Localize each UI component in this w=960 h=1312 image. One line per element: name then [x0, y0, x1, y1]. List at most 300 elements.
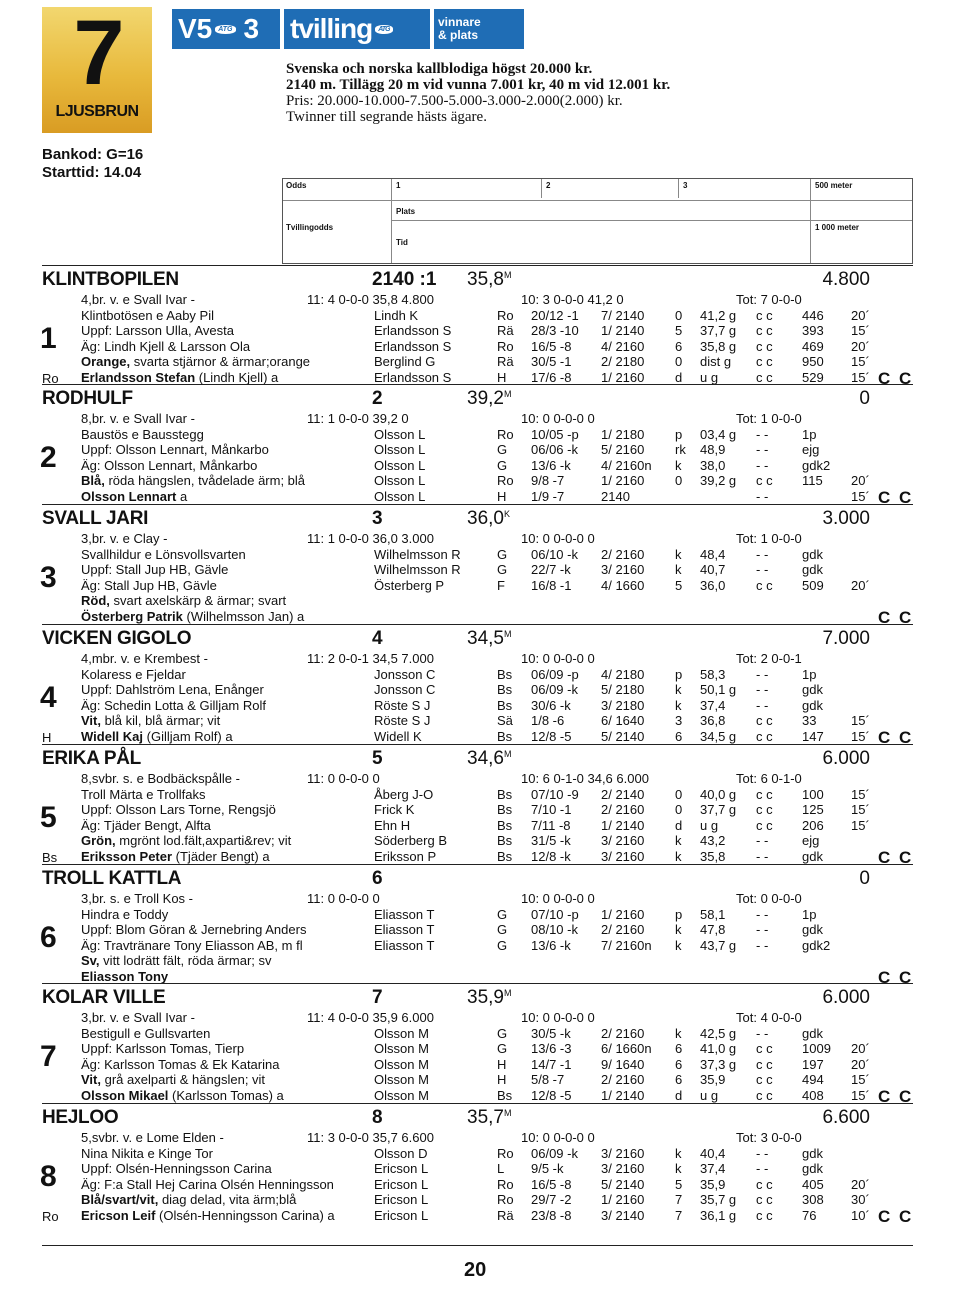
shoe-code: Ro	[42, 1209, 59, 1224]
start-cell: 06/09 -k	[531, 1145, 578, 1161]
start-cell: 147	[802, 728, 824, 744]
start-cell: - -	[756, 682, 769, 697]
colors-main: Blå/svart/vit,	[81, 1192, 159, 1207]
start-cell: 405	[802, 1176, 824, 1192]
start-row	[0, 938, 960, 953]
start-cell: 06/06 -k	[531, 442, 578, 457]
horse-summary-row	[0, 292, 960, 307]
start-cell: 1/ 2140	[601, 1087, 645, 1103]
horse-name: KOLAR VILLE	[42, 987, 166, 1008]
start-cell: 5	[675, 577, 683, 593]
start-cell: 43,7 g	[700, 937, 737, 953]
driver-name: Ericson Leif	[81, 1207, 156, 1223]
start-cell: 20´	[851, 1176, 870, 1192]
record-type: M	[503, 270, 512, 280]
start-cell: 41,0 g	[700, 1041, 737, 1056]
start-cell: 5/8 -7	[531, 1072, 565, 1087]
start-cell: 03,4 g	[700, 426, 737, 442]
start-cell: 2/ 2160	[601, 922, 645, 937]
pedigree: 5,svbr. v. e Lome Elden -	[81, 1130, 224, 1145]
horse-owner: Äg: Stall Jup HB, Gävle	[81, 577, 217, 593]
start-row	[0, 1177, 960, 1192]
record-type: K	[503, 509, 510, 519]
race-prizes: Pris: 20.000-10.000-7.500-5.000-3.000-2.000(2.000) kr.	[286, 93, 623, 109]
start-cell: Bs	[497, 666, 513, 682]
start-cell: 36,1 g	[700, 1207, 737, 1223]
start-cell: 5/ 2160	[601, 442, 645, 457]
horse-dam: Nina Nikita e Kinge Tor	[81, 1145, 213, 1161]
start-cell: gdk	[802, 546, 823, 562]
shoe-code: Ro	[42, 371, 59, 386]
start-cell: 15´	[851, 728, 870, 744]
start-cell: 31/5 -k	[531, 833, 571, 848]
start-row	[0, 562, 960, 577]
start-cell: 1/8 -6	[531, 713, 565, 728]
tid-label: Tid	[396, 238, 408, 247]
start-cell: gdk	[802, 562, 823, 577]
record-type: M	[503, 1108, 512, 1118]
v3-label: 3	[243, 13, 260, 44]
colors-main: Vit,	[81, 713, 101, 728]
start-cell: 1/9 -7	[531, 488, 565, 504]
start-cell: Söderberg B	[374, 833, 447, 848]
start-cell: 23/8 -8	[531, 1207, 572, 1223]
horse-record	[467, 269, 511, 291]
horse-divider	[42, 744, 913, 745]
start-cell: 6/ 1660n	[601, 1041, 652, 1056]
start-cell: G	[497, 906, 508, 922]
start-row	[0, 547, 960, 562]
start-cell: Olsson L	[374, 457, 426, 473]
horse-divider	[42, 384, 913, 385]
pedigree: 8,br. v. e Svall Ivar -	[81, 411, 195, 426]
start-cell: Rä	[497, 323, 514, 338]
start-cell: H	[497, 1056, 507, 1072]
shoe-code: H	[42, 730, 52, 745]
start-cell: - -	[756, 666, 769, 682]
start-cell: Ehn H	[374, 817, 411, 833]
horse-earnings: 6.000	[822, 748, 870, 769]
start-cell: 7/ 2140	[601, 307, 645, 323]
start-cell: Österberg P	[374, 577, 445, 593]
start-cell: 34,5 g	[700, 728, 737, 744]
start-cell: Olsson D	[374, 1145, 428, 1161]
record-value: 34,5	[467, 628, 504, 649]
next-race-marker: C C	[878, 848, 914, 867]
start-cell: 408	[802, 1087, 824, 1103]
horse-name: RODHULF	[42, 388, 133, 409]
horse-divider	[42, 624, 913, 625]
record-value: 35,8	[467, 269, 504, 290]
odds-box	[282, 178, 913, 264]
start-cell: c c	[756, 1056, 773, 1072]
start-cell: c c	[756, 369, 773, 385]
start-cell: G	[497, 1041, 508, 1056]
start-cell: 0	[675, 354, 683, 369]
start-position: 2	[40, 441, 57, 474]
colors-main: Grön,	[81, 833, 116, 848]
colors-rest: röda hängslen, tvådelade ärm; blå	[104, 473, 306, 488]
horse-divider	[42, 983, 913, 984]
start-cell: 1/ 2160	[601, 1192, 645, 1207]
start-cell: Erlandsson S	[374, 338, 452, 354]
horse-start-number: 7	[372, 987, 383, 1008]
start-cell: 0	[675, 473, 683, 488]
stats-total: Tot: 1 0-0-0	[736, 411, 802, 426]
start-cell: Jonsson C	[374, 682, 436, 697]
start-cell: 5	[675, 1176, 683, 1192]
horse-divider	[42, 864, 913, 865]
record-value: 35,9	[467, 987, 504, 1008]
start-position: 4	[40, 681, 57, 714]
stats-year-10: 10: 0 0-0-0 0	[521, 1010, 595, 1025]
stats-year-10: 10: 0 0-0-0 0	[521, 891, 595, 906]
start-cell: - -	[756, 922, 769, 937]
trainer-info: (Lindh Kjell) a	[195, 369, 279, 385]
atg-logo-icon: ATG	[375, 25, 392, 34]
start-cell: 206	[802, 817, 824, 833]
driver-name: Widell Kaj	[81, 728, 144, 744]
horse-dam: Svallhildur e Lönsvollsvarten	[81, 546, 246, 562]
start-row	[0, 713, 960, 728]
record-value: 35,7	[467, 1107, 504, 1128]
start-cell: 3/ 2160	[601, 1161, 645, 1176]
start-cell: c c	[756, 1192, 773, 1207]
start-cell: 3/ 2160	[601, 562, 645, 577]
start-cell: L	[497, 1161, 505, 1176]
start-cell: - -	[756, 426, 769, 442]
start-cell: 469	[802, 338, 824, 354]
next-race-marker: C C	[878, 728, 914, 747]
start-cell: 509	[802, 577, 824, 593]
start-row	[0, 729, 960, 744]
horse-name: VICKEN GIGOLO	[42, 628, 192, 649]
start-cell: - -	[756, 1025, 769, 1041]
start-cell: Olsson M	[374, 1025, 429, 1041]
stats-year-10: 10: 3 0-0-0 41,2 0	[521, 292, 624, 307]
start-cell: 36,0	[700, 577, 726, 593]
start-cell: c c	[756, 713, 773, 728]
start-cell: 22/7 -k	[531, 562, 571, 577]
colors-rest: svarta stjärnor & ärmar;orange	[130, 354, 311, 369]
start-cell: 1p	[802, 426, 817, 442]
start-cell: d	[675, 369, 683, 385]
start-row	[0, 442, 960, 457]
start-position: 8	[40, 1160, 57, 1193]
start-cell: k	[675, 922, 682, 937]
start-cell: dist g	[700, 354, 732, 369]
start-cell: 9/5 -k	[531, 1161, 564, 1176]
start-cell: k	[675, 833, 682, 848]
start-cell: 9/ 1640	[601, 1056, 645, 1072]
start-cell: 35,9	[700, 1176, 726, 1192]
start-cell: 06/09 -k	[531, 682, 578, 697]
start-row	[0, 458, 960, 473]
start-cell: k	[675, 457, 682, 473]
start-cell: p	[675, 426, 683, 442]
start-position: 1	[40, 322, 57, 355]
horse-summary-row	[0, 771, 960, 786]
start-cell: 3	[675, 713, 683, 728]
bottom-divider	[42, 1245, 913, 1246]
start-cell: 1/ 2140	[601, 323, 645, 338]
horse-summary-row	[0, 651, 960, 666]
start-cell: Röste S J	[374, 697, 431, 713]
horse-start-number: 8	[372, 1107, 383, 1128]
v5-logo	[172, 9, 280, 49]
start-cell: gdk2	[802, 457, 831, 473]
start-cell: 08/10 -k	[531, 922, 578, 937]
horse-breeder: Uppf: Olsén-Henningsson Carina	[81, 1161, 272, 1176]
start-cell: G	[497, 937, 508, 953]
start-row	[0, 308, 960, 323]
start-cell: 197	[802, 1056, 824, 1072]
start-cell: 10/05 -p	[531, 426, 579, 442]
tvilling-logo	[284, 9, 430, 49]
horse-record	[467, 987, 511, 1009]
start-cell: Wilhelmsson R	[374, 546, 461, 562]
start-cell: 07/10 -p	[531, 906, 579, 922]
trainer-info: (Tjäder Bengt) a	[172, 848, 270, 864]
start-cell: Jonsson C	[374, 666, 436, 682]
start-cell: 16/8 -1	[531, 577, 572, 593]
start-cell: 20/12 -1	[531, 307, 579, 323]
start-row	[0, 698, 960, 713]
start-cell: 76	[802, 1207, 817, 1223]
start-cell: 43,2	[700, 833, 726, 848]
start-cell: 41,2 g	[700, 307, 737, 323]
start-cell: 39,2 g	[700, 473, 737, 488]
start-cell: Widell K	[374, 728, 422, 744]
start-cell: Bs	[497, 848, 513, 864]
start-cell: c c	[756, 323, 773, 338]
colors-rest: blå kil, blå ärmar; vit	[101, 713, 221, 728]
start-cell: Ro	[497, 1145, 514, 1161]
start-row	[0, 1026, 960, 1041]
horse-dam: Troll Märta e Trollfaks	[81, 786, 206, 802]
start-cell: k	[675, 697, 682, 713]
start-row	[0, 818, 960, 833]
race-info	[286, 61, 670, 125]
start-cell: 40,4	[700, 1145, 726, 1161]
start-cell: 100	[802, 786, 824, 802]
start-cell: - -	[756, 937, 769, 953]
start-cell: 2/ 2160	[601, 802, 645, 817]
horse-start-number: 5	[372, 748, 383, 769]
pedigree: 3,br. v. e Clay -	[81, 531, 168, 546]
horse-dam: Baustös e Bausstegg	[81, 426, 204, 442]
race-name: LJUSBRUN	[55, 103, 139, 120]
start-cell: Olsson M	[374, 1041, 429, 1056]
start-cell: 494	[802, 1072, 824, 1087]
stats-total: Tot: 6 0-1-0	[736, 771, 802, 786]
odds-label: Odds	[286, 181, 307, 190]
start-cell: gdk	[802, 1025, 823, 1041]
start-cell: u g	[700, 817, 719, 833]
start-cell: - -	[756, 848, 769, 864]
horse-start-number: 3	[372, 508, 383, 529]
horse-breeder: Uppf: Larsson Ulla, Avesta	[81, 323, 234, 338]
start-cell: 37,3 g	[700, 1056, 737, 1072]
odds-col-2: 2	[546, 181, 551, 190]
stats-year-11: 11: 0 0-0-0 0	[307, 891, 380, 906]
starttid: Starttid: 14.04	[42, 164, 142, 181]
start-cell: 20´	[851, 338, 870, 354]
stats-total: Tot: 0 0-0-0	[736, 891, 802, 906]
record-value: 36,0	[467, 508, 504, 529]
race-class: Svenska och norska kallblodiga högst 20.000 kr.	[286, 61, 593, 77]
start-cell: 308	[802, 1192, 824, 1207]
horse-colors	[81, 593, 286, 608]
start-cell: c c	[756, 786, 773, 802]
horse-start-number: 2	[372, 388, 383, 409]
start-cell: gdk2	[802, 937, 831, 953]
start-cell: - -	[756, 1145, 769, 1161]
start-cell: 2/ 2160	[601, 546, 645, 562]
start-cell: c c	[756, 338, 773, 354]
start-cell: 1009	[802, 1041, 831, 1056]
start-cell: 20´	[851, 1041, 870, 1056]
start-cell: - -	[756, 562, 769, 577]
start-cell: 3/ 2140	[601, 1207, 645, 1223]
start-row	[0, 907, 960, 922]
stats-year-10: 10: 0 0-0-0 0	[521, 1130, 595, 1145]
start-cell: 2/ 2180	[601, 354, 645, 369]
start-cell: 6	[675, 1041, 683, 1056]
next-race-marker: C C	[878, 968, 914, 987]
start-cell: k	[675, 1025, 682, 1041]
start-cell: - -	[756, 442, 769, 457]
start-cell: 10´	[851, 1207, 870, 1223]
start-cell: 12/8 -5	[531, 728, 572, 744]
plats-label: Plats	[396, 207, 416, 216]
start-cell: gdk	[802, 1161, 823, 1176]
vinnare-label: vinnare	[438, 15, 481, 29]
trainer-info: (Wilhelmsson Jan) a	[182, 608, 305, 624]
horse-name: KLINTBOPILEN	[42, 269, 179, 290]
start-cell: ejg	[802, 442, 820, 457]
start-cell: 7	[675, 1192, 683, 1207]
start-cell: G	[497, 457, 508, 473]
start-row	[0, 1161, 960, 1176]
start-cell: H	[497, 488, 507, 504]
horse-name: ERIKA PÅL	[42, 748, 141, 769]
start-cell: 58,3	[700, 666, 726, 682]
start-cell: 20´	[851, 577, 870, 593]
start-cell: 5	[675, 323, 683, 338]
driver-name: Eliasson Tony	[81, 968, 169, 984]
start-cell: u g	[700, 369, 719, 385]
start-row	[0, 578, 960, 593]
start-cell: 35,7 g	[700, 1192, 737, 1207]
start-cell: c c	[756, 577, 773, 593]
start-row	[0, 1192, 960, 1207]
start-cell: 15´	[851, 817, 870, 833]
start-row	[0, 354, 960, 369]
start-cell: G	[497, 546, 508, 562]
start-cell: d	[675, 817, 683, 833]
pedigree: 4,br. v. e Svall Ivar -	[81, 292, 195, 307]
start-cell: k	[675, 562, 682, 577]
start-cell: 13/6 -k	[531, 457, 571, 473]
start-cell: - -	[756, 457, 769, 473]
start-cell: Olsson M	[374, 1056, 429, 1072]
start-cell: Ro	[497, 307, 514, 323]
start-cell: 6	[675, 1072, 683, 1087]
start-cell: c c	[756, 1087, 773, 1103]
start-cell: 15´	[851, 488, 870, 504]
start-row	[0, 489, 960, 504]
next-race-marker: C C	[878, 488, 914, 507]
horse-dam: Hindra e Toddy	[81, 906, 169, 922]
start-cell: G	[497, 1025, 508, 1041]
next-race-marker: C C	[878, 1207, 914, 1226]
horse-breeder: Uppf: Karlsson Tomas, Tierp	[81, 1041, 245, 1056]
record-value: 39,2	[467, 388, 504, 409]
record-type: M	[503, 988, 512, 998]
start-row	[0, 427, 960, 442]
horse-divider	[42, 265, 913, 266]
stats-year-11: 11: 2 0-0-1 34,5 7.000	[307, 651, 434, 666]
tvilling-label: tvilling	[290, 13, 373, 44]
stats-total: Tot: 1 0-0-0	[736, 531, 802, 546]
start-cell: Bs	[497, 817, 513, 833]
start-cell: 4/ 2160n	[601, 457, 652, 473]
start-cell: Lindh K	[374, 307, 419, 323]
start-cell: ejg	[802, 833, 820, 848]
start-cell: 4/ 2180	[601, 666, 645, 682]
start-row	[0, 787, 960, 802]
pedigree: 8,svbr. s. e Bodbäckspålle -	[81, 771, 240, 786]
horse-summary-row	[0, 1130, 960, 1145]
start-cell: 20´	[851, 1056, 870, 1072]
start-cell: 48,9	[700, 442, 726, 457]
start-cell: Ro	[497, 473, 514, 488]
1000-meter-label: 1 000 meter	[815, 223, 860, 232]
horse-start-number: 2140 :1	[372, 269, 437, 290]
500-meter-label: 500 meter	[815, 181, 853, 190]
start-cell: Wilhelmsson R	[374, 562, 461, 577]
horse-driver	[81, 969, 168, 984]
start-cell: 6	[675, 338, 683, 354]
horse-owner: Äg: Lindh Kjell & Larsson Ola	[81, 338, 251, 354]
start-row	[0, 849, 960, 864]
next-race-marker: C C	[878, 608, 914, 627]
start-cell: G	[497, 442, 508, 457]
start-cell: gdk	[802, 1145, 823, 1161]
start-cell: 13/6 -3	[531, 1041, 572, 1056]
start-cell: 35,9	[700, 1072, 726, 1087]
record-type: M	[503, 749, 512, 759]
start-cell: Olsson M	[374, 1087, 429, 1103]
horse-record	[467, 388, 511, 410]
start-row	[0, 682, 960, 697]
start-cell: 48,4	[700, 546, 726, 562]
start-cell: 15´	[851, 1087, 870, 1103]
driver-name: Olsson Lennart	[81, 488, 177, 504]
start-cell: 38,0	[700, 457, 726, 473]
start-cell: 0	[675, 307, 683, 323]
start-cell: 37,4	[700, 697, 726, 713]
start-cell: 1p	[802, 906, 817, 922]
start-cell: H	[497, 1072, 507, 1087]
record-value: 34,6	[467, 748, 504, 769]
stats-total: Tot: 3 0-0-0	[736, 1130, 802, 1145]
start-cell: 40,0 g	[700, 786, 737, 802]
start-cell: 16/5 -8	[531, 1176, 572, 1192]
start-cell: c c	[756, 354, 773, 369]
start-cell: k	[675, 848, 682, 864]
